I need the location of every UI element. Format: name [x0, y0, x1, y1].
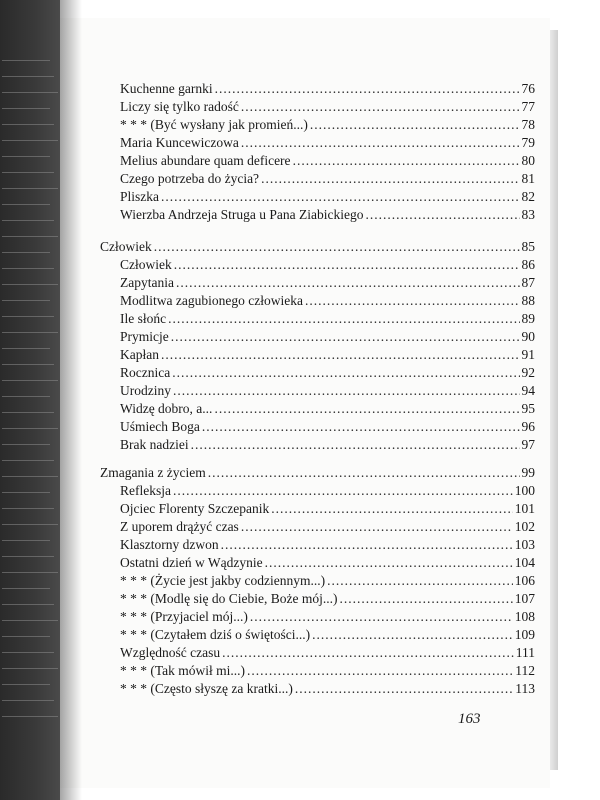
dot-leader — [172, 364, 519, 382]
toc-entry-page: 80 — [521, 153, 535, 168]
toc-entry-title: Czego potrzeba do życia? — [120, 171, 260, 186]
toc-entry-page: 113 — [515, 681, 535, 696]
dot-leader — [271, 500, 513, 518]
toc-entry-page: 90 — [521, 329, 535, 344]
left-page-line — [2, 220, 54, 221]
toc-entry-title: Względność czasu — [120, 645, 221, 660]
toc-entry-page: 89 — [521, 311, 535, 326]
toc-entry-page: 85 — [521, 239, 535, 254]
dot-leader — [173, 382, 520, 400]
toc-entry-page: 88 — [521, 293, 535, 308]
dot-leader — [339, 590, 512, 608]
toc-entry — [120, 626, 535, 644]
toc-entry — [120, 554, 535, 572]
toc-entry — [120, 188, 535, 206]
toc-entry-page: 112 — [515, 663, 535, 678]
toc-entry-title: Liczy się tylko radość — [120, 99, 239, 114]
left-page-line — [2, 76, 54, 77]
dot-leader — [176, 274, 520, 292]
left-page-line — [2, 476, 58, 477]
dot-leader — [221, 536, 513, 554]
toc-entry-title: Z uporem drążyć czas — [120, 519, 239, 534]
toc-entry-title: Wierzba Andrzeja Struga u Pana Ziabickiego — [120, 207, 364, 222]
toc-entry-title: Kuchenne garnki — [120, 81, 213, 96]
toc-entry-page: 94 — [521, 383, 535, 398]
left-page-line — [2, 60, 50, 61]
toc-entry-page: 106 — [514, 573, 535, 588]
left-page-line — [2, 668, 58, 669]
left-page-line — [2, 652, 54, 653]
dot-leader — [161, 188, 520, 206]
dot-leader — [265, 554, 513, 572]
toc-entry — [120, 662, 535, 680]
left-page-line — [2, 620, 58, 621]
toc-entry — [120, 644, 535, 662]
dot-leader — [295, 680, 513, 698]
toc-entry — [120, 274, 535, 292]
dot-leader — [241, 518, 513, 536]
left-page-line — [2, 124, 54, 125]
dot-leader — [173, 482, 513, 500]
toc-entry-title: Brak nadziei — [120, 437, 189, 452]
table-of-contents — [60, 18, 550, 788]
toc-entry-page: 83 — [521, 207, 535, 222]
toc-entry-page: 81 — [521, 171, 535, 186]
left-page-line — [2, 268, 54, 269]
toc-entry-page: 87 — [521, 275, 535, 290]
toc-entry-title: * * * (Życie jest jakby codziennym...) — [120, 573, 326, 588]
toc-entry — [120, 98, 535, 116]
toc-entry — [120, 206, 535, 224]
toc-entry-page: 111 — [515, 645, 535, 660]
left-page-line — [2, 92, 58, 93]
toc-entry-title: Ostatni dzień w Wądzynie — [120, 555, 263, 570]
toc-entry — [120, 680, 535, 698]
dot-leader — [241, 98, 520, 116]
toc-entry-page: 108 — [514, 609, 535, 624]
toc-entry — [120, 608, 535, 626]
toc-entry-title: Pliszka — [120, 189, 159, 204]
toc-entry-page: 92 — [521, 365, 535, 380]
left-page-line — [2, 172, 54, 173]
left-page-line — [2, 700, 54, 701]
left-page-line — [2, 572, 58, 573]
left-page-line — [2, 524, 58, 525]
left-page-line — [2, 556, 54, 557]
dot-leader — [305, 292, 520, 310]
toc-entry-title: Prymicje — [120, 329, 169, 344]
toc-entry-title: * * * (Być wysłany jak promień...) — [120, 117, 308, 132]
toc-entry — [120, 346, 535, 364]
toc-entry — [120, 482, 535, 500]
toc-entry-page: 100 — [514, 483, 535, 498]
dot-leader — [250, 608, 513, 626]
toc-entry — [120, 364, 535, 382]
toc-entry-title: Uśmiech Boga — [120, 419, 200, 434]
dot-leader — [171, 328, 520, 346]
toc-entry-title: Zmagania z życiem — [100, 465, 206, 480]
left-page-line — [2, 188, 58, 189]
toc-entry-title: * * * (Modlę się do Ciebie, Boże mój...) — [120, 591, 338, 606]
toc-entry-page: 95 — [521, 401, 535, 416]
toc-entry — [120, 256, 535, 274]
dot-leader — [247, 662, 513, 680]
left-page-line — [2, 428, 58, 429]
dot-leader — [154, 238, 520, 256]
toc-entry-title: Zapytania — [120, 275, 174, 290]
left-page-line — [2, 204, 50, 205]
toc-entry — [120, 292, 535, 310]
toc-entry-title: Ojciec Florenty Szczepanik — [120, 501, 270, 516]
dot-leader — [312, 626, 513, 644]
left-page-line — [2, 508, 54, 509]
left-page-line — [2, 252, 50, 253]
dot-leader — [168, 310, 519, 328]
dot-leader — [214, 400, 519, 418]
toc-entry — [120, 418, 535, 436]
toc-entry-title: Człowiek — [120, 257, 172, 272]
toc-entry — [120, 572, 535, 590]
toc-entry-page: 101 — [514, 501, 535, 516]
dot-leader — [261, 170, 519, 188]
toc-entry-title: * * * (Czytałem dziś o świętości...) — [120, 627, 311, 642]
dot-leader — [208, 464, 520, 482]
dot-leader — [327, 572, 513, 590]
toc-entry-page: 104 — [514, 555, 535, 570]
toc-entry — [120, 116, 535, 134]
spine-shadow — [60, 0, 82, 800]
toc-entry-title: * * * (Tak mówił mi...) — [120, 663, 246, 678]
left-page-line — [2, 492, 50, 493]
dot-leader — [310, 116, 520, 134]
toc-entry-title: Człowiek — [100, 239, 152, 254]
dot-leader — [174, 256, 520, 274]
book-page — [60, 18, 550, 788]
toc-entry-page: 82 — [521, 189, 535, 204]
toc-entry-title: * * * (Często słyszę za kratki...) — [120, 681, 293, 696]
left-page-line — [2, 716, 58, 717]
left-page-line — [2, 156, 50, 157]
toc-entry-title: * * * (Przyjaciel mój...) — [120, 609, 248, 624]
toc-entry-title: Klasztorny dzwon — [120, 537, 219, 552]
dot-leader — [202, 418, 520, 436]
left-page-line — [2, 236, 58, 237]
toc-entry-page: 77 — [521, 99, 535, 114]
toc-entry — [120, 500, 535, 518]
left-page-line — [2, 412, 54, 413]
toc-entry-title: Maria Kuncewiczowa — [120, 135, 239, 150]
toc-entry — [120, 518, 535, 536]
toc-entry — [120, 590, 535, 608]
left-page-line — [2, 284, 58, 285]
left-page-line — [2, 348, 50, 349]
toc-entry — [120, 328, 535, 346]
toc-entry-title: Widzę dobro, a... — [120, 401, 213, 416]
left-page-line — [2, 444, 50, 445]
left-page-line — [2, 332, 58, 333]
left-page-line — [2, 684, 50, 685]
toc-entry-page: 99 — [521, 465, 535, 480]
toc-entry-page: 86 — [521, 257, 535, 272]
left-page-line — [2, 540, 50, 541]
left-page-line — [2, 108, 50, 109]
toc-entry — [120, 134, 535, 152]
left-page-line — [2, 140, 58, 141]
toc-entry-title: Modlitwa zagubionego człowieka — [120, 293, 303, 308]
toc-entry-page: 107 — [514, 591, 535, 606]
toc-section-entry — [100, 464, 535, 482]
toc-entry — [120, 382, 535, 400]
left-page-line — [2, 316, 54, 317]
toc-entry-title: Refleksja — [120, 483, 171, 498]
left-page-line — [2, 300, 50, 301]
left-page-line — [2, 636, 50, 637]
dot-leader — [293, 152, 520, 170]
toc-entry-title: Urodziny — [120, 383, 171, 398]
toc-entry-title: Kapłan — [120, 347, 159, 362]
dot-leader — [191, 436, 520, 454]
toc-entry-page: 78 — [521, 117, 535, 132]
left-page-line — [2, 588, 50, 589]
toc-entry-page: 103 — [514, 537, 535, 552]
dot-leader — [366, 206, 520, 224]
toc-entry — [120, 310, 535, 328]
toc-entry-page: 102 — [514, 519, 535, 534]
toc-entry-page: 79 — [521, 135, 535, 150]
toc-entry-page: 91 — [521, 347, 535, 362]
toc-entry-title: Rocznica — [120, 365, 171, 380]
left-page-line — [2, 380, 58, 381]
left-page-line — [2, 364, 54, 365]
left-page-edge — [0, 0, 60, 800]
toc-entry-page: 96 — [521, 419, 535, 434]
toc-section-entry — [100, 238, 535, 256]
dot-leader — [161, 346, 520, 364]
toc-entry — [120, 170, 535, 188]
page-number: 163 — [458, 711, 481, 727]
toc-entry-page: 76 — [521, 81, 535, 96]
dot-leader — [241, 134, 520, 152]
toc-entry — [120, 400, 535, 418]
dot-leader — [215, 80, 520, 98]
page-edge — [550, 30, 558, 770]
left-page-line — [2, 396, 50, 397]
left-page-line — [2, 460, 54, 461]
toc-entry-title: Melius abundare quam deficere — [120, 153, 291, 168]
toc-entry-page: 109 — [514, 627, 535, 642]
toc-entry — [120, 80, 535, 98]
toc-entry-title: Ile słońc — [120, 311, 167, 326]
toc-entry — [120, 152, 535, 170]
dot-leader — [222, 644, 514, 662]
toc-entry — [120, 536, 535, 554]
toc-entry-page: 97 — [521, 437, 535, 452]
left-page-line — [2, 604, 54, 605]
toc-entry — [120, 436, 535, 454]
